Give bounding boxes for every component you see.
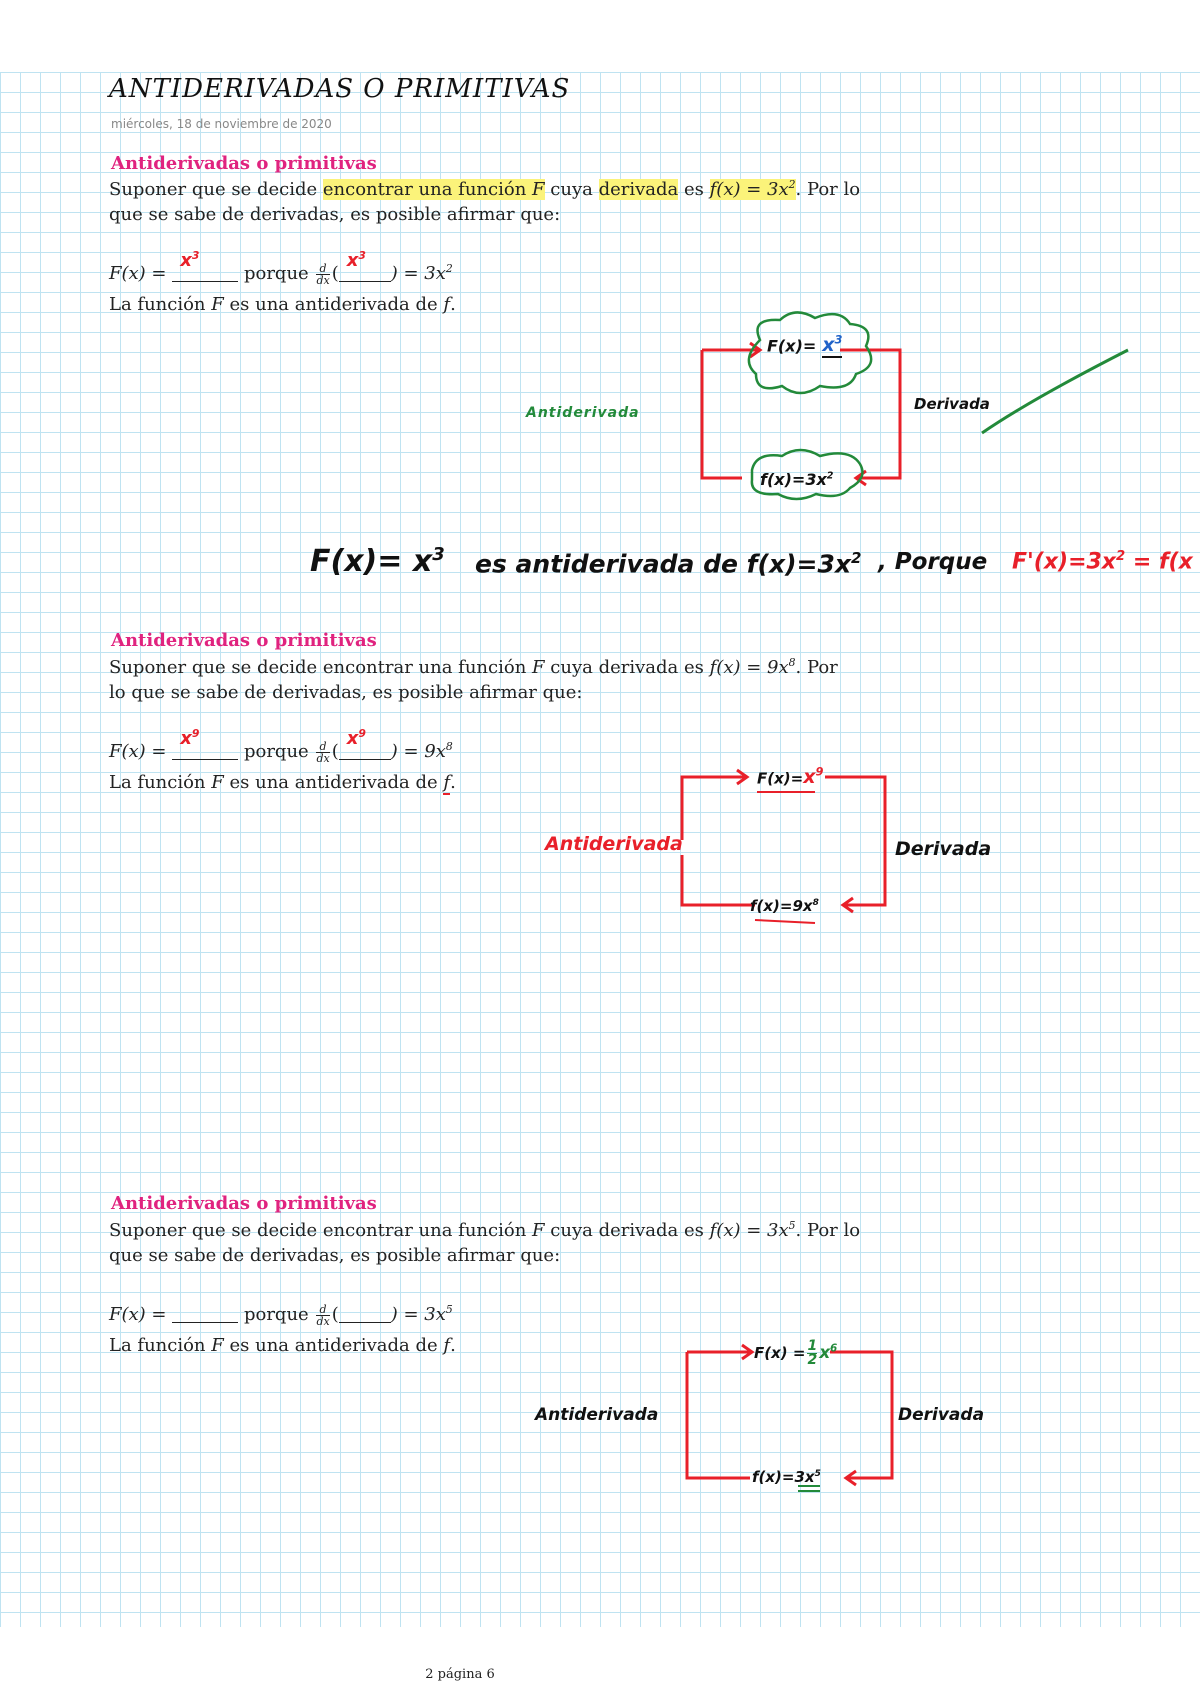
text-encontrar: encontrar una función	[322, 179, 527, 200]
diagram-2-bottom-label: $f(x)=9x^8$	[750, 897, 819, 915]
diagram-1-top-label: $F(x)= x^3$	[767, 333, 843, 357]
var-F: F	[532, 179, 545, 200]
text-cuya: cuya	[550, 179, 593, 200]
section-3-problem-line-1: Suponer que se decide encontrar una función F cuya derivada es $f(x) = 3x^5$. Por lo	[109, 1219, 861, 1241]
diagram-2-right-label: Derivada	[895, 838, 992, 860]
diagram-3-bottom-label: $f(x)=3x^5$	[752, 1468, 821, 1486]
answer-blank-2	[339, 1304, 391, 1323]
section-3-conclusion: La función F es una antiderivada de f.	[109, 1335, 456, 1356]
page-title: ANTIDERIVADAS O PRIMITIVAS	[109, 74, 571, 104]
statement-proof: $F'(x)=3x^2 = f(x$	[1012, 549, 1193, 575]
f-expression: f(x) = 3x	[709, 179, 789, 200]
diagram-1-left-label: Antiderivada	[526, 405, 640, 421]
section-3-heading: Antiderivadas o primitivas	[111, 1193, 377, 1214]
answer-blank-2	[339, 727, 391, 760]
section-2-problem-line-1: Suponer que se decide encontrar una función F cuya derivada es $f(x) = 9x^8$. Por	[109, 656, 838, 678]
highlight-encontrar	[323, 179, 545, 200]
checkmark-stroke	[980, 345, 1130, 440]
answer-blank-1	[172, 727, 238, 760]
f-exponent: 2	[788, 178, 796, 191]
handwritten-answer: $x^3$	[346, 249, 366, 271]
diagram-1-right-label: Derivada	[914, 395, 990, 413]
answer-blank-2	[339, 249, 391, 282]
answer-blank-1	[172, 249, 238, 282]
text-suponer: Suponer que se decide	[109, 179, 318, 200]
section-1-problem-line-1	[109, 178, 860, 200]
statement-main: $F(x)= x^3$	[310, 544, 445, 579]
diagram-3-top-label: F(x) = $\frac{1}{2}$ $x^6$	[754, 1338, 838, 1368]
statement-porque: , Porque	[878, 549, 988, 575]
section-2-heading: Antiderivadas o primitivas	[111, 630, 377, 651]
page-footer: 2 página 6	[425, 1667, 495, 1682]
diagram-2-left-label: Antiderivada	[545, 833, 683, 855]
derivative-operator: $\frac{d}{dx}$	[316, 1302, 330, 1328]
diagram-1-bottom-label: $f(x)=3x^2$	[760, 470, 834, 489]
section-1-conclusion: La función F es una antiderivada de f.	[109, 294, 456, 315]
derivative-operator: $\frac{d}{dx}$	[316, 261, 330, 287]
text-tail: . Por lo	[795, 179, 861, 200]
page-date: miércoles, 18 de noviembre de 2020	[111, 117, 332, 131]
highlight-fx	[710, 179, 796, 200]
section-1-equation: F(x) = $x^3$ porque $\frac{d}{dx}$ ( $x^3$ ) = $3x^2$	[109, 249, 453, 287]
section-3-equation: F(x) = porque $\frac{d}{dx}$ ( ) = $3x^5$	[109, 1302, 453, 1328]
text-porque: porque	[243, 263, 309, 284]
diagram-3-left-label: Antiderivada	[535, 1405, 659, 1425]
section-2-conclusion: La función F es una antiderivada de f.	[109, 772, 456, 793]
diagram-3-right-label: Derivada	[898, 1405, 985, 1425]
handwritten-answer: $x^3$	[180, 249, 200, 271]
diagram-2-top-label: $F(x)=x^9$	[757, 765, 824, 789]
statement-middle: es antiderivada de $f(x)=3x^2$	[475, 549, 862, 579]
section-3-problem-line-2: que se sabe de derivadas, es posible afirmar que:	[109, 1245, 561, 1266]
derivative-operator: $\frac{d}{dx}$	[316, 739, 330, 765]
highlight-derivada: derivada	[598, 179, 679, 200]
text-es: es	[684, 179, 704, 200]
rhs-expression: ) = 3x	[390, 263, 446, 284]
handwritten-answer: $x^9$	[346, 727, 366, 749]
section-1-problem-line-2: que se sabe de derivadas, es posible afirmar que:	[109, 204, 561, 225]
answer-blank-1	[172, 1304, 238, 1323]
section-1-heading: Antiderivadas o primitivas	[111, 153, 377, 174]
section-2-equation: F(x) = $x^9$ porque $\frac{d}{dx}$ ( $x^9$ ) = $9x^8$	[109, 727, 453, 765]
handwritten-answer: $x^9$	[180, 727, 200, 749]
F-of-x: F(x) =	[109, 263, 167, 284]
rhs-exponent: 2	[445, 262, 453, 275]
section-2-problem-line-2: lo que se sabe de derivadas, es posible afirmar que:	[109, 682, 583, 703]
